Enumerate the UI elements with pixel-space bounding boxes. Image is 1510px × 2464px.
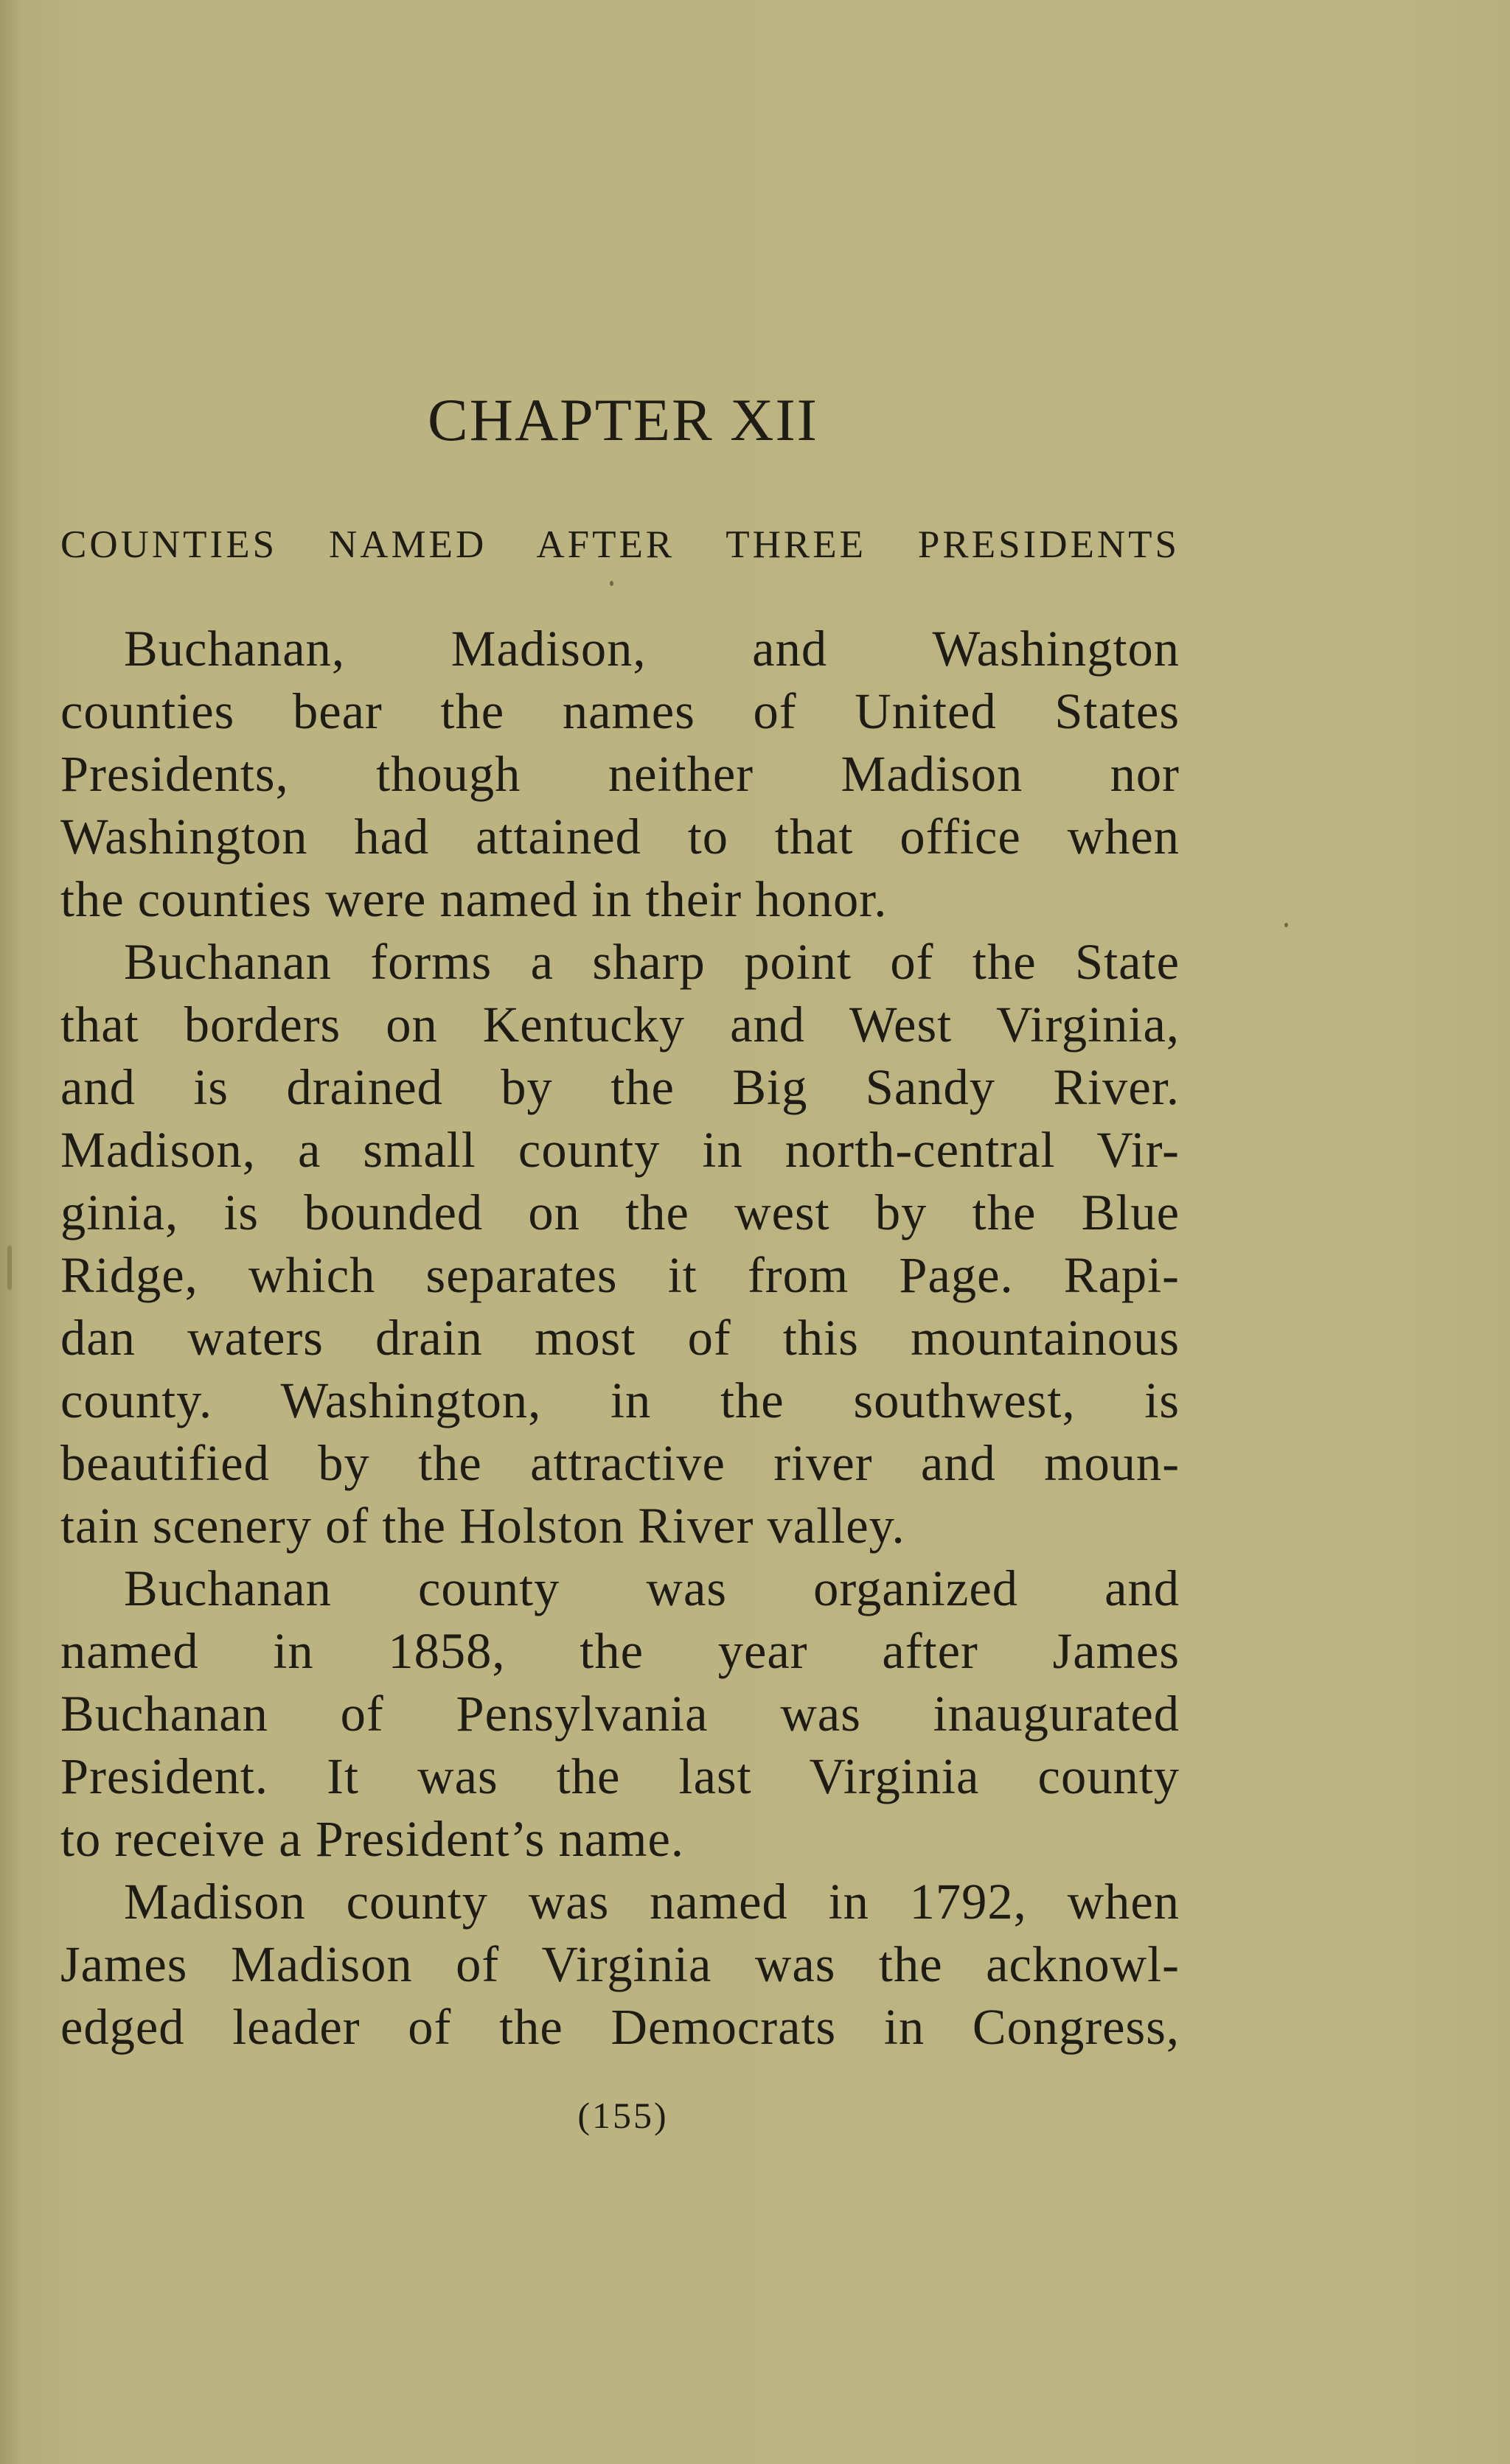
body-text (60, 618, 1180, 2059)
chapter-title: CHAPTER XII (428, 386, 818, 453)
text-line: named in 1858, the year after James (60, 1623, 1180, 1679)
paper-speck (610, 581, 613, 586)
text-line: the counties were named in their honor. (60, 871, 888, 927)
text-line: and is drained by the Big Sandy River. (60, 1059, 1180, 1115)
chapter-subtitle: COUNTIES NAMED AFTER THREE PRESIDENTS (60, 523, 1180, 566)
text-line: Presidents, though neither Madison nor (60, 746, 1180, 802)
text-line: Ridge, which separates it from Page. Rapi- (60, 1247, 1180, 1303)
text-line: James Madison of Virginia was the acknowl- (60, 1936, 1180, 1992)
text-line: Madison county was named in 1792, when (124, 1874, 1180, 1930)
text-line: beautified by the attractive river and moun- (60, 1435, 1180, 1491)
text-line: that borders on Kentucky and West Virginia, (60, 997, 1180, 1053)
text-line: ginia, is bounded on the west by the Blue (60, 1184, 1180, 1240)
text-line: Madison, a small county in north-central Vir- (60, 1122, 1180, 1178)
text-line: Washington had attained to that office when (60, 809, 1180, 865)
text-line: Buchanan, Madison, and Washington (124, 621, 1180, 677)
text-line: to receive a President’s name. (60, 1811, 684, 1867)
text-line: Buchanan of Pensylvania was inaugurated (60, 1686, 1180, 1742)
text-line: Buchanan county was organized and (124, 1560, 1180, 1616)
text-line: Buchanan forms a sharp point of the State (124, 934, 1180, 990)
text-line: President. It was the last Virginia county (60, 1748, 1180, 1804)
text-line: county. Washington, in the southwest, is (60, 1372, 1180, 1428)
paper-speck (7, 1246, 12, 1290)
text-line: edged leader of the Democrats in Congress, (60, 1999, 1180, 2055)
page-number: (155) (577, 2095, 669, 2136)
paper-speck (1284, 923, 1288, 927)
text-line: dan waters drain most of this mountainous (60, 1310, 1180, 1366)
text-line: counties bear the names of United States (60, 683, 1180, 739)
text-line: tain scenery of the Holston River valley. (60, 1498, 905, 1554)
